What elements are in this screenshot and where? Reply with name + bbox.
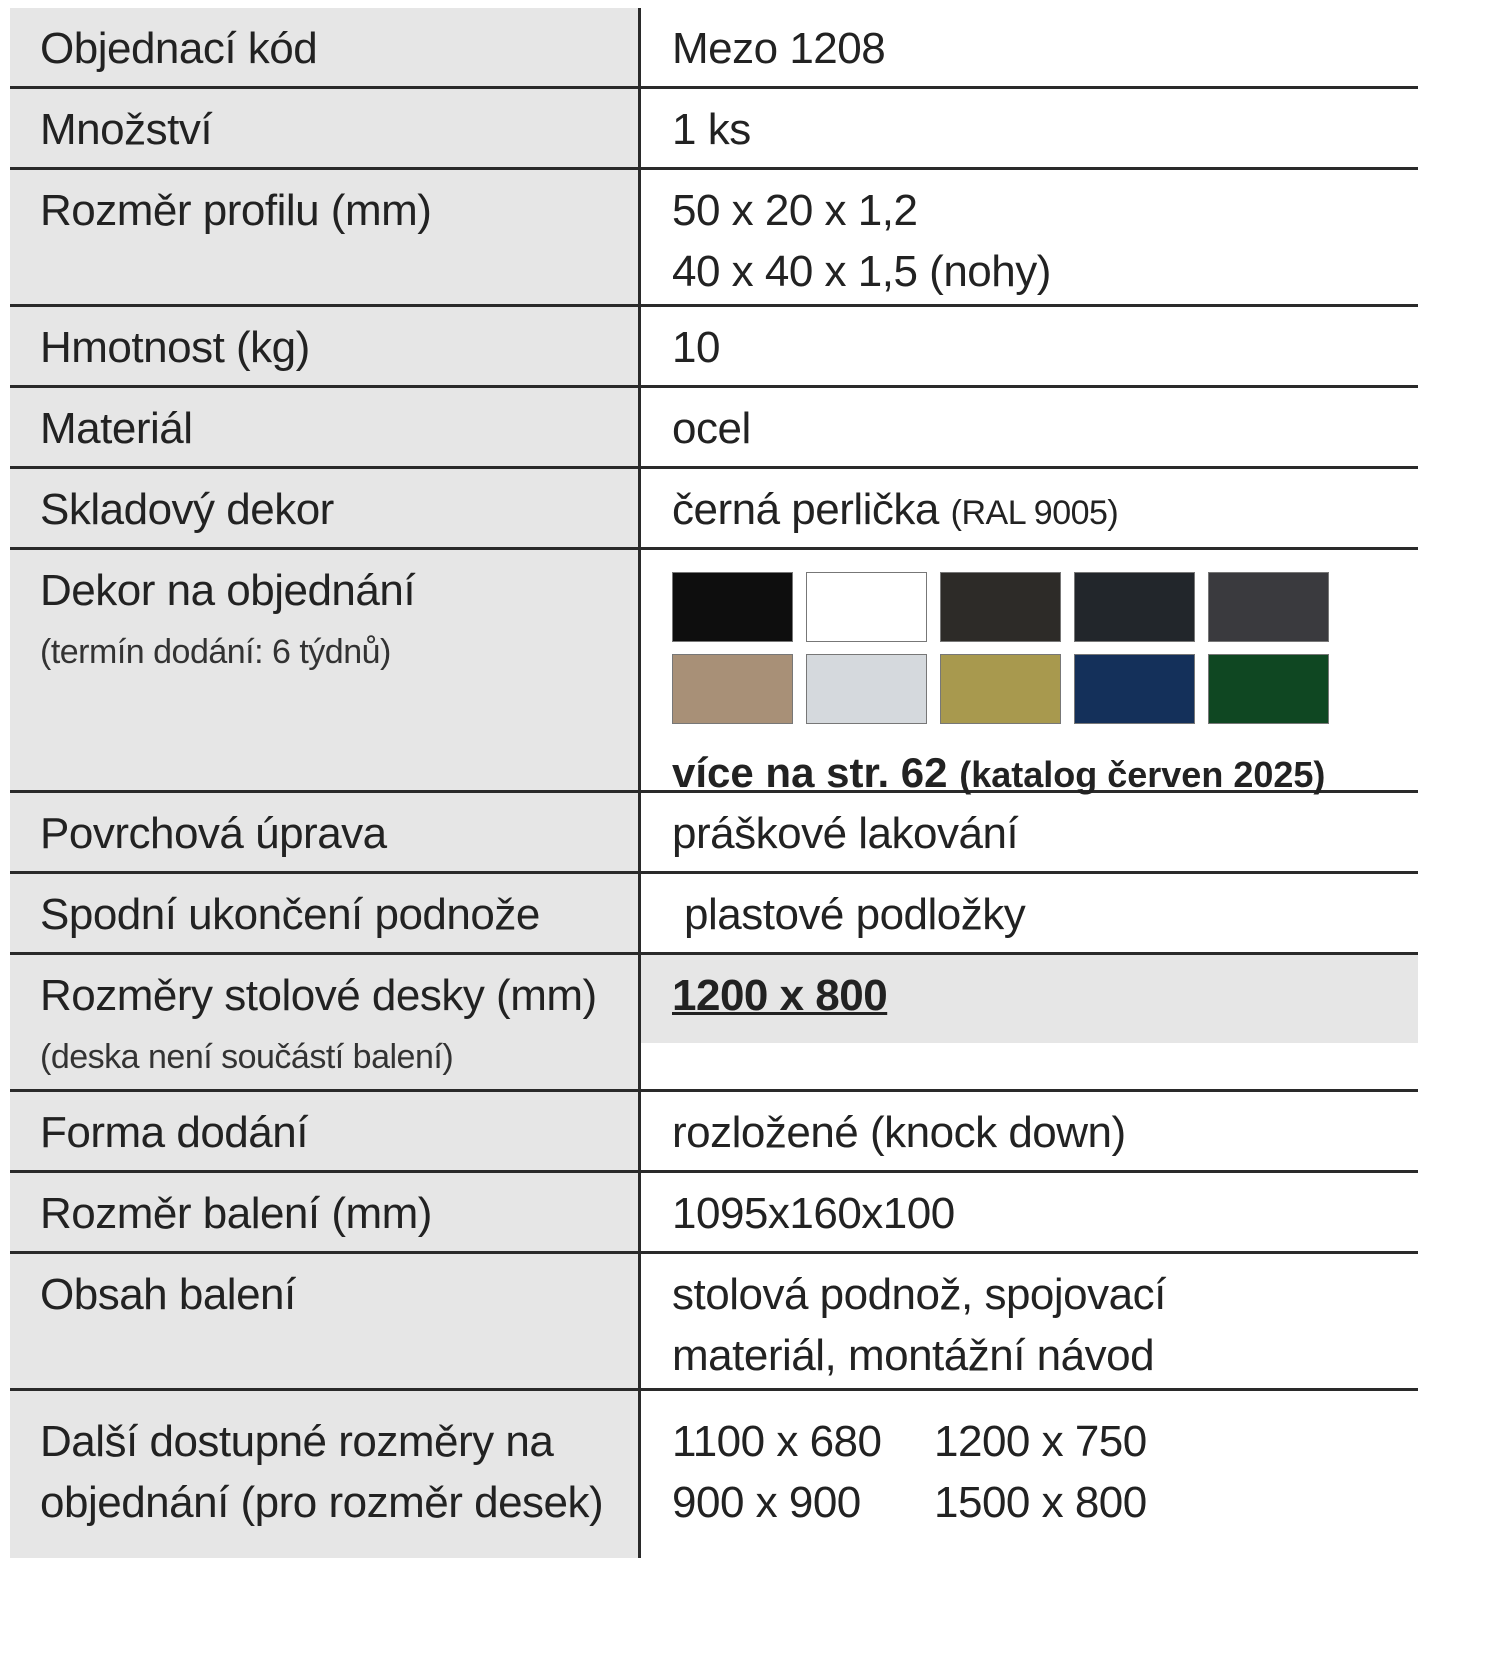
row-profile — [10, 170, 1418, 307]
label-stock-decor: Skladový dekor — [10, 469, 641, 547]
label-other-sizes — [10, 1391, 641, 1558]
label-package-content: Obsah balení — [10, 1254, 641, 1388]
label-package-size: Rozměr balení (mm) — [10, 1173, 641, 1251]
stock-decor-ral: (RAL 9005) — [950, 494, 1119, 532]
value-order-code: Mezo 1208 — [672, 24, 886, 73]
label-feet: Spodní ukončení podnože — [10, 874, 641, 952]
color-swatch — [806, 654, 927, 724]
desk-size-highlight — [641, 955, 1418, 1043]
row-other-sizes — [10, 1391, 1418, 1558]
value-profile-line2: 40 x 40 x 1,5 (nohy) — [672, 247, 1051, 296]
color-swatch — [1208, 572, 1329, 642]
package-content-line2: materiál, montážní návod — [672, 1331, 1155, 1380]
color-swatch — [1074, 654, 1195, 724]
label-order-code: Objednací kód — [10, 8, 641, 86]
decor-swatch-grid — [672, 572, 1418, 724]
row-package-size — [10, 1173, 1418, 1254]
value-delivery: rozložené (knock down) — [672, 1108, 1126, 1157]
size-option: 1100 x 680 — [672, 1417, 882, 1466]
order-decor-title: Dekor na objednání — [40, 566, 416, 615]
row-desk-size — [10, 955, 1418, 1092]
row-delivery — [10, 1092, 1418, 1173]
row-weight — [10, 307, 1418, 388]
size-option: 1200 x 750 — [934, 1417, 1147, 1466]
label-quantity: Množství — [10, 89, 641, 167]
row-surface — [10, 793, 1418, 874]
other-sizes-label-line1: Další dostupné rozměry na — [40, 1417, 554, 1466]
label-material: Materiál — [10, 388, 641, 466]
value-feet: plastové podložky — [684, 890, 1026, 939]
row-feet — [10, 874, 1418, 955]
value-quantity: 1 ks — [672, 105, 751, 154]
row-stock-decor — [10, 469, 1418, 550]
label-surface: Povrchová úprava — [10, 793, 641, 871]
stock-decor-name: černá perlička — [672, 485, 939, 534]
value-stock-decor — [641, 469, 1418, 547]
desk-size-title: Rozměry stolové desky (mm) — [40, 971, 597, 1020]
value-weight: 10 — [672, 323, 720, 372]
row-package-content — [10, 1254, 1418, 1391]
value-desk-size — [641, 955, 1418, 1089]
row-material — [10, 388, 1418, 469]
catalog-page-ref: více na str. 62 — [672, 749, 948, 796]
value-package-size: 1095x160x100 — [672, 1189, 955, 1238]
other-sizes-grid — [672, 1411, 1418, 1533]
other-sizes-label-line2: objednání (pro rozměr desek) — [40, 1478, 604, 1527]
row-quantity — [10, 89, 1418, 170]
catalog-edition: (katalog červen 2025) — [959, 754, 1326, 795]
value-order-decor — [641, 550, 1418, 796]
package-content-line1: stolová podnož, spojovací — [672, 1270, 1166, 1319]
value-other-sizes — [641, 1391, 1418, 1558]
desk-size-note: (deska není součástí balení) — [40, 1038, 454, 1076]
spec-table — [10, 8, 1418, 1558]
value-package-content — [641, 1254, 1418, 1388]
label-desk-size — [10, 955, 641, 1089]
row-order-code — [10, 8, 1418, 89]
label-delivery: Forma dodání — [10, 1092, 641, 1170]
color-swatch — [672, 572, 793, 642]
value-profile-line1: 50 x 20 x 1,2 — [672, 186, 918, 235]
value-profile — [641, 170, 1418, 304]
color-swatch — [806, 572, 927, 642]
label-order-decor — [10, 550, 641, 790]
size-option: 1500 x 800 — [934, 1478, 1147, 1527]
color-swatch — [672, 654, 793, 724]
desk-size-value: 1200 x 800 — [672, 971, 888, 1020]
label-weight: Hmotnost (kg) — [10, 307, 641, 385]
order-decor-delivery-term: (termín dodání: 6 týdnů) — [40, 633, 391, 671]
color-swatch — [940, 654, 1061, 724]
color-swatch — [940, 572, 1061, 642]
value-surface: práškové lakování — [672, 809, 1019, 858]
label-profile: Rozměr profilu (mm) — [10, 170, 641, 304]
size-option: 900 x 900 — [672, 1478, 861, 1527]
color-swatch — [1074, 572, 1195, 642]
row-order-decor — [10, 550, 1418, 796]
value-material: ocel — [672, 404, 751, 453]
color-swatch — [1208, 654, 1329, 724]
